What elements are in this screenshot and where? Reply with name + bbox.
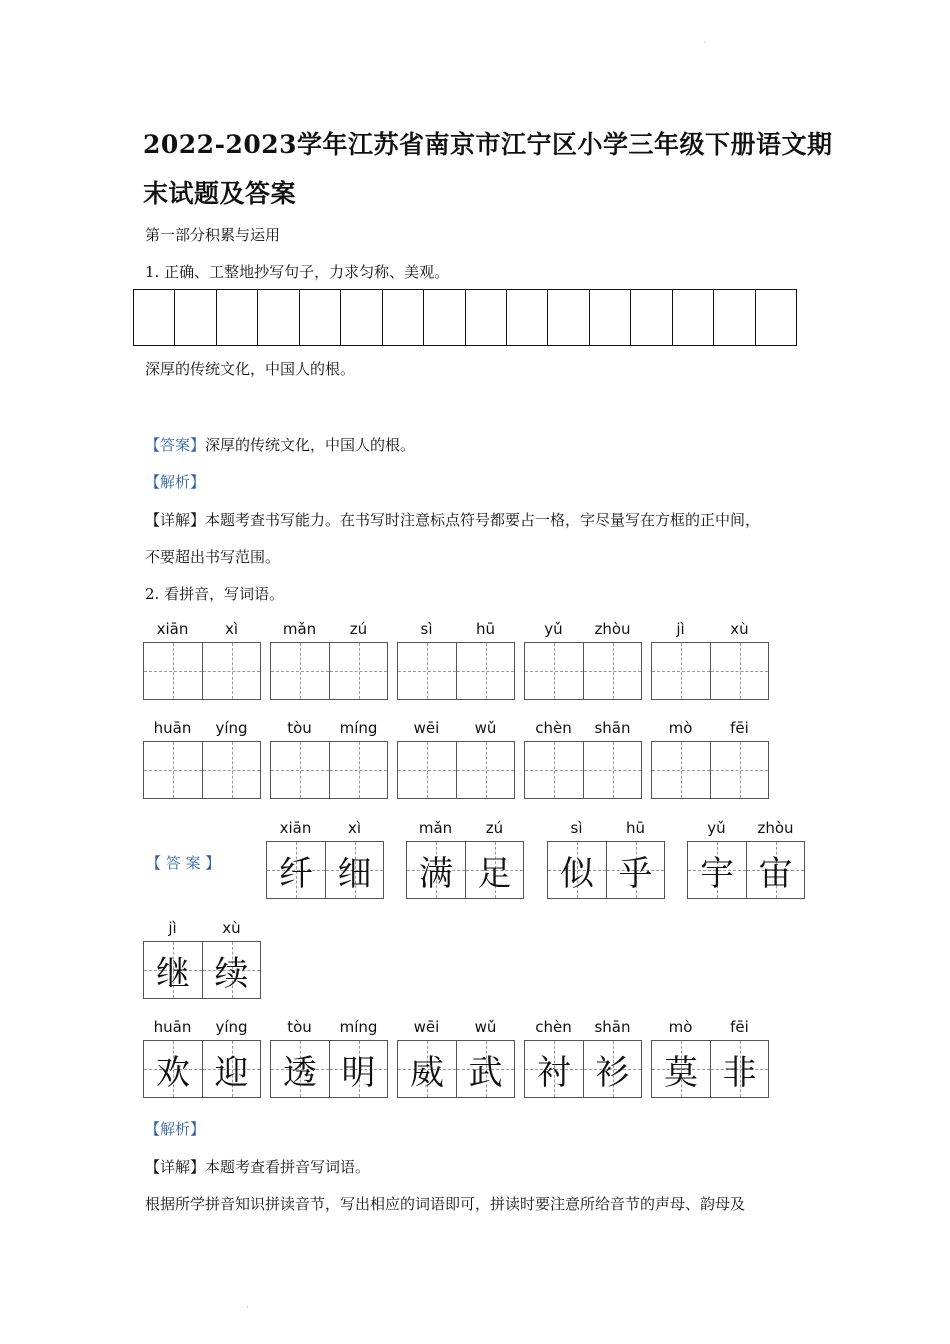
grid-cell (631, 290, 672, 345)
word-grid (406, 819, 524, 899)
pinyin-row (143, 1018, 261, 1040)
tianzige-box (397, 1040, 515, 1098)
pinyin-label: hū (475, 620, 495, 638)
pinyin-label: zú (349, 620, 368, 638)
tianzige-box (651, 1040, 769, 1098)
grid-cell (383, 290, 424, 345)
tianzige-box (143, 941, 261, 999)
tianzige-cell (144, 742, 202, 798)
word-grid (524, 1018, 642, 1098)
word-grid (524, 719, 642, 799)
pinyin-label: xì (347, 819, 362, 837)
tianzige-cell (548, 842, 606, 898)
pinyin-label: chèn (535, 719, 572, 737)
tianzige-box (397, 642, 515, 700)
tianzige-cell (606, 842, 664, 898)
word-grid (687, 819, 805, 899)
word-grid (524, 620, 642, 700)
pinyin-label: yíng (215, 719, 248, 737)
word-grid (397, 620, 515, 700)
pinyin-row (524, 620, 642, 642)
tianzige-cell (325, 842, 383, 898)
pinyin-label: shān (594, 719, 631, 737)
tianzige-box (143, 741, 261, 799)
tianzige-cell (202, 942, 260, 998)
pinyin-row (651, 620, 769, 642)
tianzige-cell (202, 643, 260, 699)
grid-cell (756, 290, 796, 345)
answer-character: 衫 (595, 1052, 630, 1093)
page-dot: · (246, 1303, 249, 1313)
tianzige-cell (525, 643, 583, 699)
pinyin-row (397, 1018, 515, 1040)
grid-cell (590, 290, 631, 345)
pinyin-row (270, 719, 388, 741)
word-grid (547, 819, 665, 899)
detail-tag: 【详解】 (145, 511, 206, 529)
pinyin-label: tòu (287, 719, 312, 737)
tianzige-cell (652, 742, 710, 798)
tianzige-box (547, 841, 665, 899)
pinyin-label: hū (625, 819, 645, 837)
answer-character: 非 (722, 1052, 757, 1093)
q1-detail (145, 509, 760, 530)
tianzige-cell (710, 643, 768, 699)
pinyin-row (524, 1018, 642, 1040)
q1-answer (145, 434, 415, 455)
answer-character: 武 (468, 1052, 503, 1093)
q2-prompt: 2. 看拼音，写词语。 (145, 585, 285, 603)
tianzige-cell (652, 1041, 710, 1097)
tianzige-cell (456, 643, 514, 699)
pinyin-label: fēi (730, 1018, 749, 1036)
tianzige-cell (710, 1041, 768, 1097)
tianzige-cell (465, 842, 523, 898)
tianzige-cell (688, 842, 746, 898)
q1-analysis-tag: 【解析】 (145, 473, 206, 491)
pinyin-label: xù (730, 620, 749, 638)
tianzige-cell (746, 842, 804, 898)
word-grid (651, 620, 769, 700)
q1-sentence: 深厚的传统文化，中国人的根。 (145, 360, 356, 378)
tianzige-cell (329, 1041, 387, 1097)
tianzige-box (524, 741, 642, 799)
pinyin-label: tòu (287, 1018, 312, 1036)
word-grid (266, 819, 384, 899)
answer-character: 宇 (700, 853, 734, 894)
tianzige-box (143, 642, 261, 700)
word-grid (143, 620, 261, 700)
detail-line1: 本题考查书写能力。在书写时注意标点符号都要占一格，字尽量写在方框的正中间， (205, 511, 761, 529)
pinyin-label: xì (224, 620, 239, 638)
word-grid (651, 1018, 769, 1098)
tianzige-cell (144, 643, 202, 699)
grid-cell (217, 290, 258, 345)
pinyin-label: sì (420, 620, 433, 638)
doc-title-line1: 2022-2023学年江苏省南京市江宁区小学三年级下册语文期 (143, 130, 833, 159)
grid-cell (341, 290, 382, 345)
answer-character: 衬 (537, 1052, 571, 1093)
tianzige-cell (583, 1041, 641, 1097)
pinyin-label: jì (168, 919, 177, 937)
pinyin-row (524, 719, 642, 741)
pinyin-row (266, 819, 384, 841)
pinyin-label: chèn (535, 1018, 572, 1036)
answer-character: 透 (283, 1052, 317, 1093)
pinyin-row (651, 719, 769, 741)
pinyin-label: wǔ (474, 719, 497, 737)
pinyin-label: huān (153, 719, 192, 737)
answer-character: 宙 (758, 853, 793, 894)
tianzige-box (651, 741, 769, 799)
word-grid (270, 620, 388, 700)
grid-cell (175, 290, 216, 345)
answer-character: 继 (156, 953, 190, 994)
answer-character: 欢 (156, 1052, 190, 1093)
tianzige-cell (456, 742, 514, 798)
tianzige-cell (456, 1041, 514, 1097)
tianzige-box (524, 1040, 642, 1098)
answer-character: 足 (477, 853, 512, 894)
pinyin-row (651, 1018, 769, 1040)
grid-cell (300, 290, 341, 345)
tianzige-cell (398, 742, 456, 798)
grid-cell (134, 290, 175, 345)
pinyin-label: wǔ (474, 1018, 497, 1036)
q1-detail-line2: 不要超出书写范围。 (145, 548, 281, 566)
tianzige-cell (329, 643, 387, 699)
detail-text: 本题考查看拼音写词语。 (205, 1158, 371, 1176)
answer-character: 明 (341, 1052, 376, 1093)
section-heading: 第一部分积累与运用 (145, 226, 281, 244)
tianzige-cell (583, 643, 641, 699)
answer-character: 细 (337, 853, 372, 894)
word-grid (143, 1018, 261, 1098)
word-grid (270, 719, 388, 799)
pinyin-label: yǔ (544, 620, 563, 638)
pinyin-row (406, 819, 524, 841)
word-grid (651, 719, 769, 799)
grid-cell (424, 290, 465, 345)
pinyin-label: huān (153, 1018, 192, 1036)
tianzige-cell (652, 643, 710, 699)
tianzige-box (687, 841, 805, 899)
answer-character: 似 (560, 853, 594, 894)
word-grid (270, 1018, 388, 1098)
pinyin-label: sì (570, 819, 583, 837)
answer-character: 迎 (214, 1052, 249, 1093)
pinyin-row (270, 1018, 388, 1040)
tianzige-box (270, 642, 388, 700)
pinyin-label: mò (668, 1018, 693, 1036)
pinyin-label: míng (339, 1018, 378, 1036)
tianzige-box (143, 1040, 261, 1098)
grid-cell (258, 290, 299, 345)
tianzige-box (270, 741, 388, 799)
pinyin-row (397, 719, 515, 741)
pinyin-label: xiān (279, 819, 312, 837)
word-grid (143, 719, 261, 799)
tianzige-cell (525, 742, 583, 798)
copy-writing-grid (133, 289, 797, 346)
pinyin-label: xù (222, 919, 241, 937)
q2-last-line: 根据所学拼音知识拼读音节，写出相应的词语即可，拼读时要注意所给音节的声母、韵母及 (145, 1195, 746, 1213)
pinyin-row (687, 819, 805, 841)
tianzige-box (406, 841, 524, 899)
pinyin-label: zhòu (757, 819, 794, 837)
tianzige-box (270, 1040, 388, 1098)
pinyin-label: shān (594, 1018, 631, 1036)
answer-character: 乎 (618, 853, 653, 894)
word-grid (397, 1018, 515, 1098)
word-grid (397, 719, 515, 799)
doc-title-line2: 末试题及答案 (143, 179, 297, 208)
tianzige-box (524, 642, 642, 700)
q2-answer-tag: 【 答 案 】 (146, 854, 221, 872)
tianzige-cell (144, 942, 202, 998)
pinyin-label: wēi (413, 1018, 440, 1036)
tianzige-cell (202, 742, 260, 798)
pinyin-row (547, 819, 665, 841)
pinyin-row (397, 620, 515, 642)
answer-text: 深厚的传统文化，中国人的根。 (205, 436, 416, 454)
pinyin-label: zú (485, 819, 504, 837)
pinyin-label: wēi (413, 719, 440, 737)
pinyin-label: yǔ (707, 819, 726, 837)
q2-analysis-tag: 【解析】 (145, 1120, 206, 1138)
grid-cell (714, 290, 755, 345)
answer-character: 威 (410, 1052, 444, 1093)
answer-character: 纤 (279, 853, 313, 894)
tianzige-box (266, 841, 384, 899)
pinyin-label: yíng (215, 1018, 248, 1036)
detail-tag: 【详解】 (145, 1158, 206, 1176)
tianzige-cell (407, 842, 465, 898)
answer-tag: 【答案】 (145, 436, 206, 454)
pinyin-label: fēi (730, 719, 749, 737)
tianzige-cell (271, 1041, 329, 1097)
grid-cell (673, 290, 714, 345)
tianzige-cell (271, 643, 329, 699)
pinyin-label: mǎn (418, 819, 453, 837)
q1-prompt: 1. 正确、工整地抄写句子，力求匀称、美观。 (145, 263, 450, 281)
grid-cell (466, 290, 507, 345)
pinyin-row (143, 620, 261, 642)
grid-cell (548, 290, 589, 345)
tianzige-cell (329, 742, 387, 798)
pinyin-label: mǎn (282, 620, 317, 638)
pinyin-label: xiān (156, 620, 189, 638)
tianzige-cell (144, 1041, 202, 1097)
pinyin-row (143, 919, 261, 941)
tianzige-cell (267, 842, 325, 898)
tianzige-box (397, 741, 515, 799)
q2-detail (145, 1156, 370, 1177)
pinyin-label: míng (339, 719, 378, 737)
answer-character: 满 (419, 853, 453, 894)
tianzige-cell (525, 1041, 583, 1097)
tianzige-cell (710, 742, 768, 798)
tianzige-cell (398, 643, 456, 699)
tianzige-cell (583, 742, 641, 798)
grid-cell (507, 290, 548, 345)
pinyin-row (143, 719, 261, 741)
tianzige-box (651, 642, 769, 700)
tianzige-cell (202, 1041, 260, 1097)
answer-character: 莫 (664, 1052, 698, 1093)
pinyin-label: jì (676, 620, 685, 638)
pinyin-row (270, 620, 388, 642)
answer-character: 续 (214, 953, 249, 994)
word-grid (143, 919, 261, 999)
tianzige-cell (271, 742, 329, 798)
tianzige-cell (398, 1041, 456, 1097)
pinyin-label: zhòu (594, 620, 631, 638)
pinyin-label: mò (668, 719, 693, 737)
page-dot: · (703, 38, 706, 48)
